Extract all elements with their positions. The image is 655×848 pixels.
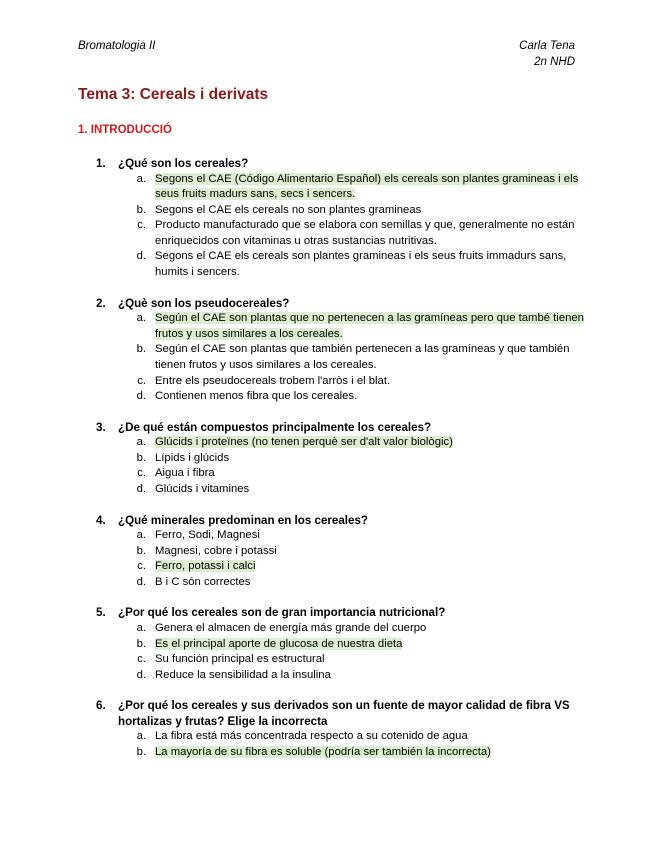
option-letter: a. — [136, 730, 146, 743]
option-text: Segons el CAE els cereals son plantes gramineas i els seus fruits immadurs sans, humits i sencers. — [155, 250, 567, 279]
course-name: Bromatologia II — [78, 40, 156, 52]
answer-option — [78, 559, 588, 575]
question-heading — [78, 156, 588, 172]
question-5 — [78, 605, 588, 683]
question-text: ¿Por qué los cereales y sus derivados son un fuente de mayor calidad de fibra VS hortalizas y frutas? Elige la incorrecta — [118, 699, 570, 728]
correct-answer-text: Glúcids i proteïnes (no tenen perquè ser d'alt valor biològic) — [155, 436, 453, 449]
question-number: 2. — [96, 296, 106, 310]
question-3 — [78, 420, 588, 498]
correct-answer-text: Es el principal aporte de glucosa de nuestra dieta — [155, 637, 403, 650]
question-number: 6. — [96, 699, 106, 713]
correct-answer-text: La mayoría de su fibra es soluble (podría ser también la incorrecta) — [155, 745, 491, 758]
question-number: 5. — [96, 606, 106, 620]
question-text: ¿Qué son los cereales? — [118, 157, 249, 170]
option-text: Magnesi, cobre i potassi — [155, 544, 277, 557]
question-text: ¿Qué minerales predominan en los cereales? — [118, 513, 369, 527]
option-letter: d. — [136, 390, 146, 403]
option-text: Según el CAE son plantas que también pertenecen a las gramíneas y que también tienen frutos y usos similares a los cereales. — [155, 343, 570, 371]
option-text: Reduce la sensibilidad a la insulina — [155, 668, 331, 681]
question-text: ¿De qué están compuestos principalmente los cereales? — [118, 420, 432, 434]
answer-option — [78, 544, 588, 560]
option-letter: a. — [136, 172, 146, 185]
option-letter: b. — [136, 745, 146, 758]
answer-option — [78, 668, 588, 684]
option-letter: c. — [137, 374, 146, 387]
option-letter: c. — [137, 467, 146, 480]
question-2 — [78, 296, 588, 405]
question-heading — [78, 296, 588, 312]
answer-option — [78, 389, 588, 405]
question-text: ¿Què son los pseudocereales? — [118, 296, 290, 310]
answer-option — [78, 311, 588, 342]
answer-option — [78, 435, 588, 451]
option-letter: b. — [136, 203, 146, 216]
question-number: 1. — [96, 157, 106, 170]
answer-option — [78, 172, 588, 203]
correct-answer-text: Ferro, potassi i calci — [155, 560, 256, 573]
option-text: Segons el CAE els cereals no son plantes gramineas — [155, 203, 422, 216]
option-letter: c. — [137, 653, 146, 666]
answer-option — [78, 218, 588, 249]
answer-option — [78, 203, 588, 219]
question-text: ¿Por qué los cereales son de gran importancia nutricional? — [118, 606, 446, 620]
option-letter: b. — [136, 544, 146, 557]
question-number: 4. — [96, 513, 106, 527]
question-heading — [78, 605, 588, 621]
option-letter: c. — [137, 560, 146, 573]
page-title: Tema 3: Cereals i derivats — [78, 86, 269, 103]
question-number: 3. — [96, 420, 106, 434]
question-heading — [78, 698, 588, 729]
answer-option — [78, 342, 588, 373]
option-text: Su función principal es estructural — [155, 653, 325, 666]
question-6 — [78, 698, 588, 760]
option-letter: d. — [136, 668, 146, 681]
answer-option — [78, 466, 588, 482]
option-letter: a. — [136, 621, 146, 634]
option-letter: a. — [136, 312, 146, 325]
question-4 — [78, 513, 588, 591]
option-letter: a. — [136, 436, 146, 449]
option-text: B i C són correctes — [155, 575, 251, 588]
section-heading: 1. INTRODUCCIÓ — [78, 124, 172, 136]
option-letter: a. — [136, 529, 146, 542]
option-text: Producto manufacturado que se elabora con semillas y que, generalmente no están enriquecidos con vitaminas u otras sustancias nutritivas. — [155, 219, 575, 247]
option-text: Lípids i glúcids — [155, 451, 230, 464]
option-text: La fibra está más concentrada respecto a su cotenido de agua — [155, 730, 468, 743]
correct-answer-text: Según el CAE son plantas que no pertenecen a las gramíneas pero que també tienen frutos y usos similares a los cereales. — [155, 312, 584, 340]
answer-option — [78, 482, 588, 498]
answer-option — [78, 729, 588, 745]
answer-option — [78, 575, 588, 591]
author-name: Carla Tena — [519, 40, 575, 52]
answer-option — [78, 451, 588, 467]
answer-option — [78, 652, 588, 668]
answer-option — [78, 745, 588, 761]
option-letter: b. — [136, 343, 146, 356]
question-list — [78, 156, 588, 776]
option-letter: b. — [136, 451, 146, 464]
option-letter: c. — [137, 219, 146, 232]
question-heading — [78, 513, 588, 529]
author-group: 2n NHD — [534, 56, 575, 68]
option-text: Genera el almacen de energía más grande del cuerpo — [155, 621, 427, 634]
option-text: Glúcids i vitamines — [155, 483, 250, 495]
answer-option — [78, 621, 588, 637]
option-letter: d. — [136, 483, 146, 495]
answer-option — [78, 249, 588, 280]
answer-option — [78, 528, 588, 544]
option-text: Aigua i fibra — [155, 467, 215, 480]
option-text: Ferro, Sodi, Magnesi — [155, 529, 260, 542]
option-letter: d. — [136, 250, 146, 263]
option-letter: d. — [136, 575, 146, 588]
question-1 — [78, 156, 588, 281]
answer-option — [78, 374, 588, 390]
option-text: Entre els pseudocereals trobem l'arròs i el blat. — [155, 374, 391, 387]
option-letter: b. — [136, 637, 146, 650]
correct-answer-text: Segons el CAE (Código Alimentario Español) els cereals son plantes gramineas i els seus fruits madurs sans, secs i sencers. — [155, 172, 579, 201]
question-heading — [78, 420, 588, 436]
answer-option — [78, 637, 588, 653]
option-text: Contienen menos fibra que los cereales. — [155, 390, 358, 403]
